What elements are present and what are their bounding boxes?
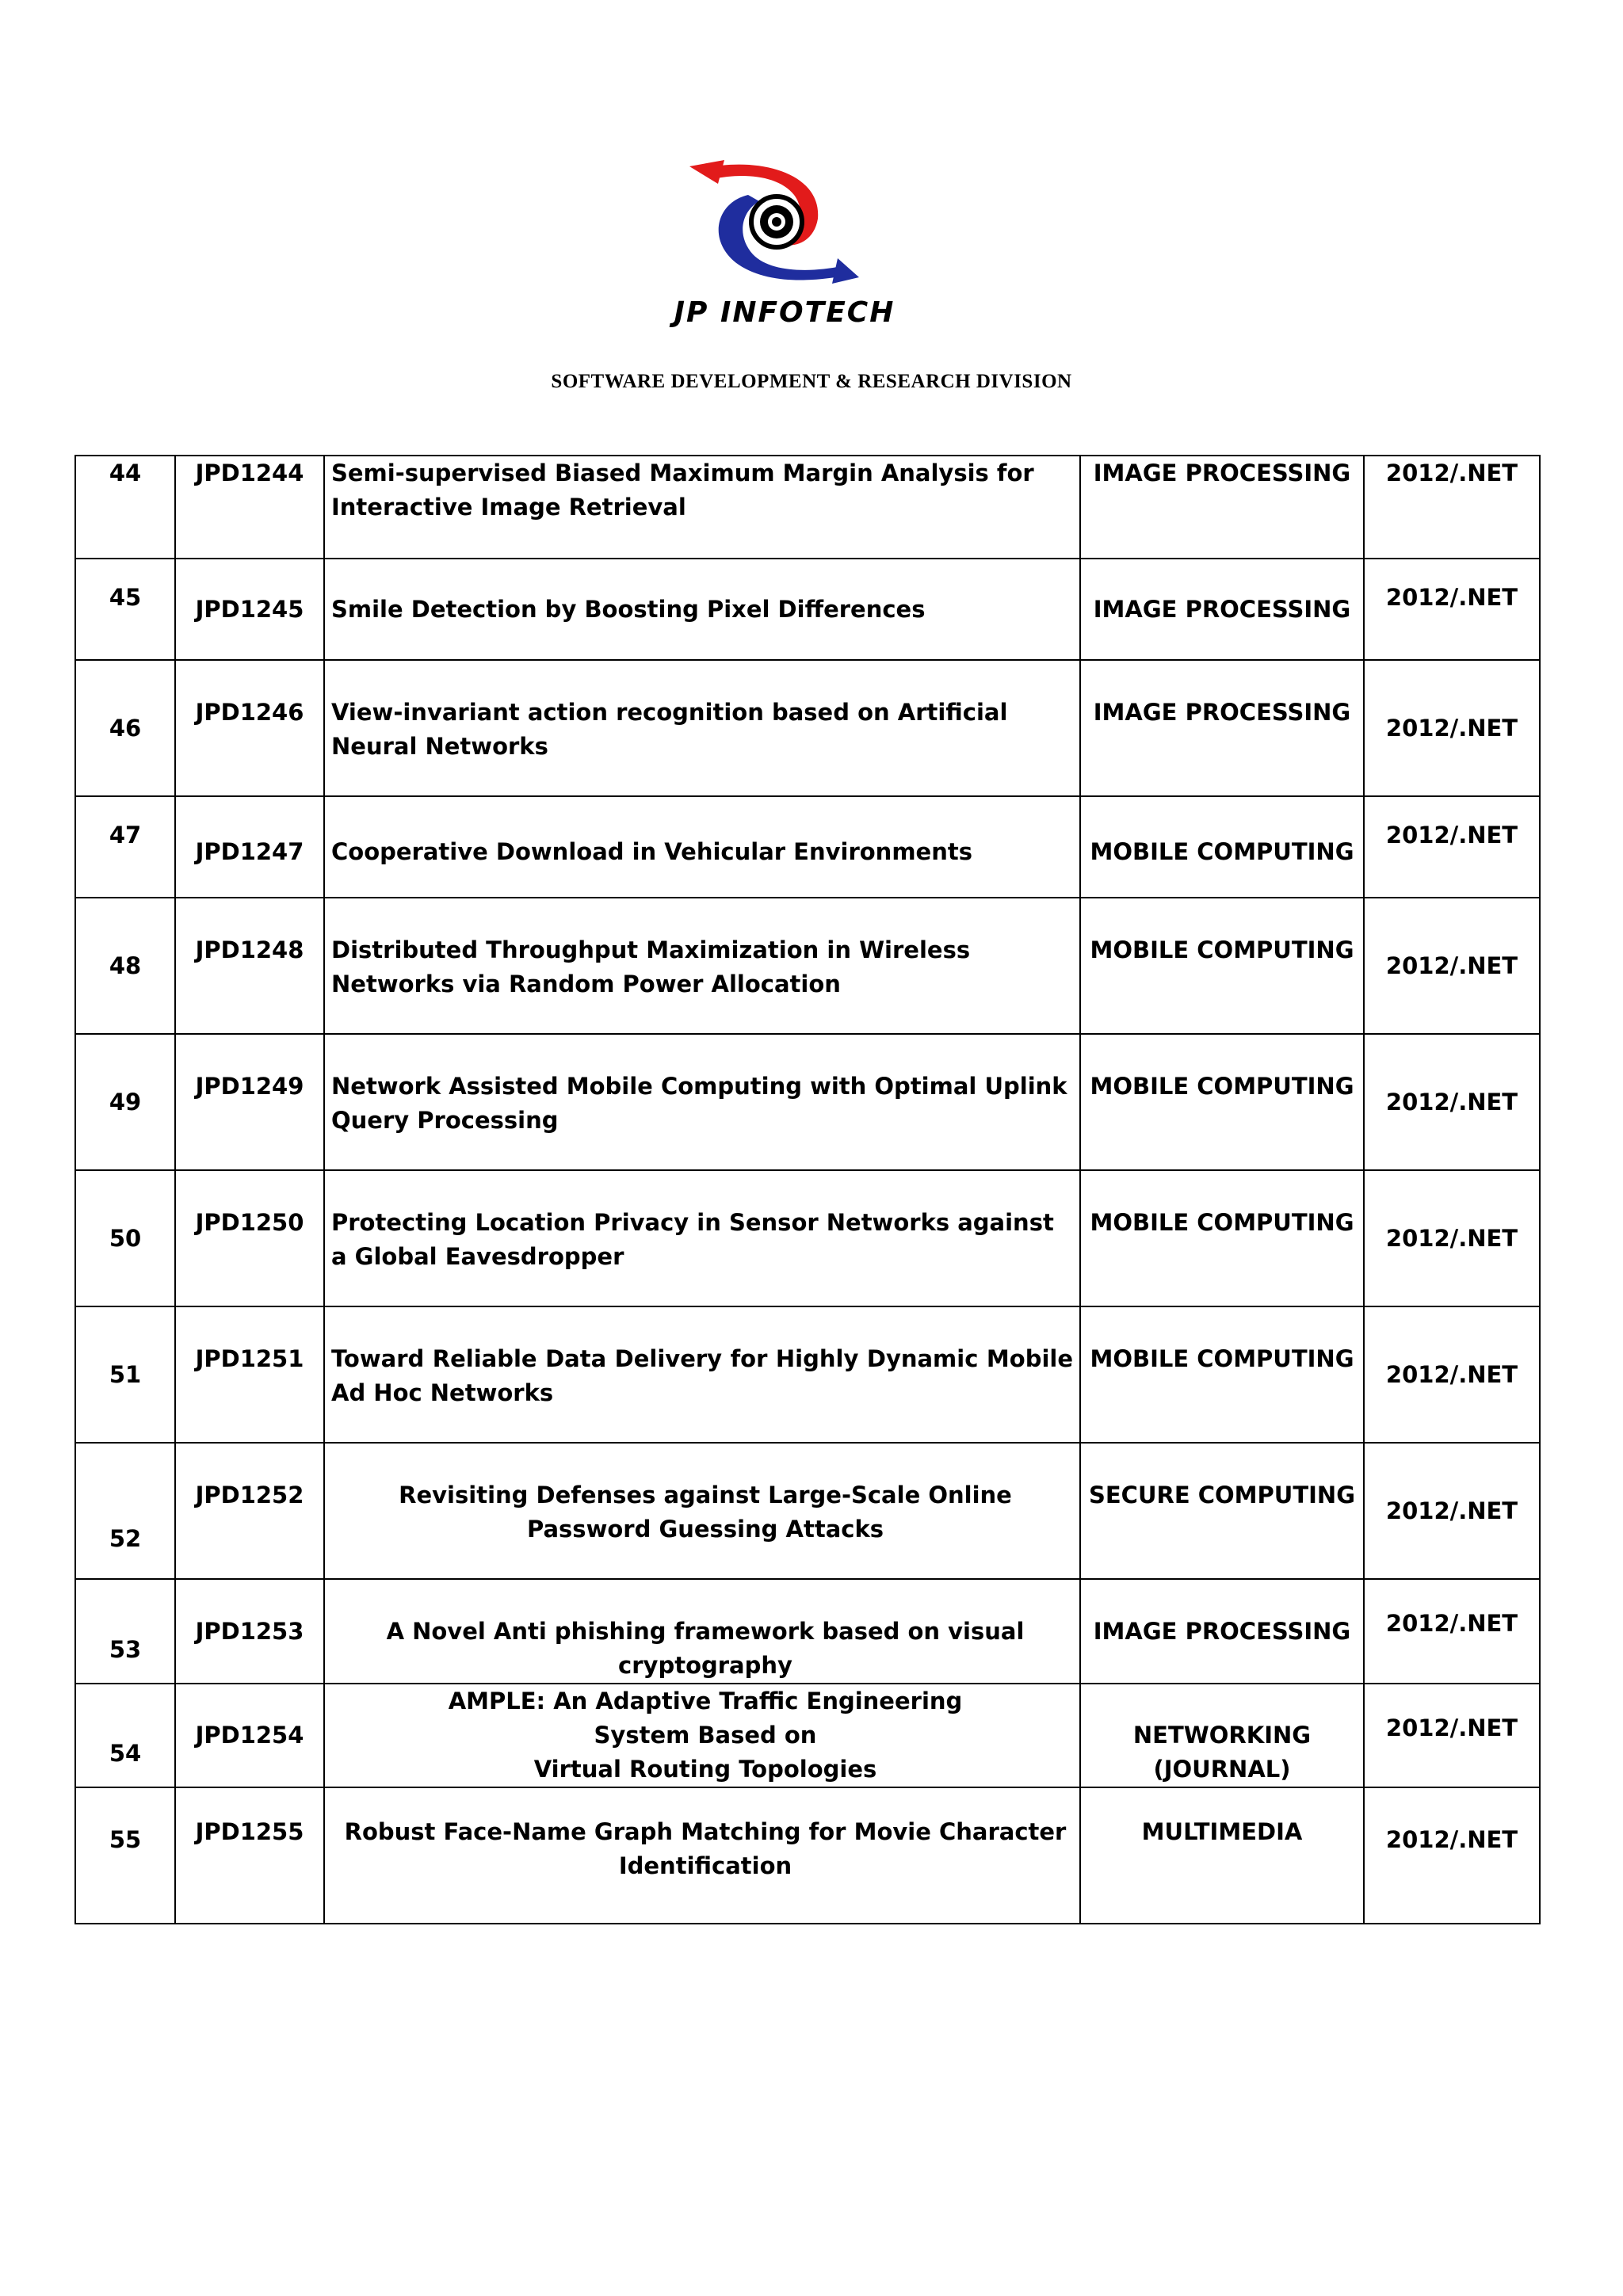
project-domain: MOBILE COMPUTING (1080, 796, 1364, 898)
project-title (324, 1684, 1080, 1787)
project-title-line: System Based on (594, 1722, 817, 1749)
project-title: A Novel Anti phishing framework based on visual cryptography (324, 1579, 1080, 1684)
project-domain: MOBILE COMPUTING (1080, 1034, 1364, 1170)
table-row (75, 1579, 1540, 1684)
project-domain: SECURE COMPUTING (1080, 1443, 1364, 1579)
project-code: JPD1248 (175, 898, 324, 1034)
row-number: 45 (75, 559, 175, 660)
project-title: Network Assisted Mobile Computing with Optimal Uplink Query Processing (324, 1034, 1080, 1170)
project-year: 2012/.NET (1364, 559, 1540, 660)
division-title: SOFTWARE DEVELOPMENT & RESEARCH DIVISION (551, 371, 1072, 392)
project-title: Robust Face-Name Graph Matching for Movie Character Identification (324, 1787, 1080, 1924)
project-domain (1080, 1684, 1364, 1787)
row-number: 55 (75, 1787, 175, 1924)
project-year: 2012/.NET (1364, 1034, 1540, 1170)
project-year: 2012/.NET (1364, 1579, 1540, 1684)
project-domain-line: NETWORKING (1132, 1722, 1312, 1749)
company-logo (683, 155, 921, 290)
project-year: 2012/.NET (1364, 1306, 1540, 1443)
project-domain: IMAGE PROCESSING (1080, 660, 1364, 796)
row-number: 49 (75, 1034, 175, 1170)
row-number: 52 (75, 1443, 175, 1579)
project-code: JPD1244 (175, 456, 324, 559)
project-title-line: Virtual Routing Topologies (533, 1756, 877, 1783)
project-title: Toward Reliable Data Delivery for Highly Dynamic Mobile Ad Hoc Networks (324, 1306, 1080, 1443)
project-domain: IMAGE PROCESSING (1080, 456, 1364, 559)
project-title: Protecting Location Privacy in Sensor Networks against a Global Eavesdropper (324, 1170, 1080, 1306)
brand-name: JP INFOTECH (674, 296, 896, 329)
row-number: 53 (75, 1579, 175, 1684)
project-domain: MOBILE COMPUTING (1080, 1306, 1364, 1443)
project-title: Smile Detection by Boosting Pixel Differences (324, 559, 1080, 660)
project-domain: IMAGE PROCESSING (1080, 559, 1364, 660)
project-title: Semi-supervised Biased Maximum Margin Analysis for Interactive Image Retrieval (324, 456, 1080, 559)
project-code: JPD1249 (175, 1034, 324, 1170)
table-row (75, 1034, 1540, 1170)
table-row (75, 1170, 1540, 1306)
project-title: Revisiting Defenses against Large-Scale Online Password Guessing Attacks (324, 1443, 1080, 1579)
row-number: 48 (75, 898, 175, 1034)
project-domain-line: (JOURNAL) (1153, 1756, 1291, 1783)
project-year: 2012/.NET (1364, 898, 1540, 1034)
projects-table (74, 455, 1541, 1924)
table-row (75, 456, 1540, 559)
row-number: 44 (75, 456, 175, 559)
project-year: 2012/.NET (1364, 456, 1540, 559)
table-row (75, 660, 1540, 796)
project-code: JPD1251 (175, 1306, 324, 1443)
project-year: 2012/.NET (1364, 1170, 1540, 1306)
table-row (75, 898, 1540, 1034)
project-title: View-invariant action recognition based on Artificial Neural Networks (324, 660, 1080, 796)
project-year: 2012/.NET (1364, 1684, 1540, 1787)
project-code: JPD1246 (175, 660, 324, 796)
project-year: 2012/.NET (1364, 660, 1540, 796)
table-row (75, 1443, 1540, 1579)
table-row (75, 559, 1540, 660)
row-number: 50 (75, 1170, 175, 1306)
row-number: 54 (75, 1684, 175, 1787)
project-code: JPD1253 (175, 1579, 324, 1684)
row-number: 46 (75, 660, 175, 796)
project-title: Cooperative Download in Vehicular Environments (324, 796, 1080, 898)
table-row (75, 1684, 1540, 1787)
project-domain: MOBILE COMPUTING (1080, 898, 1364, 1034)
project-year: 2012/.NET (1364, 1787, 1540, 1924)
project-domain: IMAGE PROCESSING (1080, 1579, 1364, 1684)
project-year: 2012/.NET (1364, 1443, 1540, 1579)
project-code: JPD1252 (175, 1443, 324, 1579)
project-domain: MOBILE COMPUTING (1080, 1170, 1364, 1306)
project-code: JPD1247 (175, 796, 324, 898)
project-title: Distributed Throughput Maximization in Wireless Networks via Random Power Allocation (324, 898, 1080, 1034)
project-domain: MULTIMEDIA (1080, 1787, 1364, 1924)
project-code: JPD1245 (175, 559, 324, 660)
project-code: JPD1255 (175, 1787, 324, 1924)
table-row (75, 1306, 1540, 1443)
table-row (75, 796, 1540, 898)
row-number: 51 (75, 1306, 175, 1443)
project-code: JPD1250 (175, 1170, 324, 1306)
project-year: 2012/.NET (1364, 796, 1540, 898)
row-number: 47 (75, 796, 175, 898)
project-title-line: AMPLE: An Adaptive Traffic Engineering (448, 1688, 963, 1714)
table-row (75, 1787, 1540, 1924)
project-code: JPD1254 (175, 1684, 324, 1787)
